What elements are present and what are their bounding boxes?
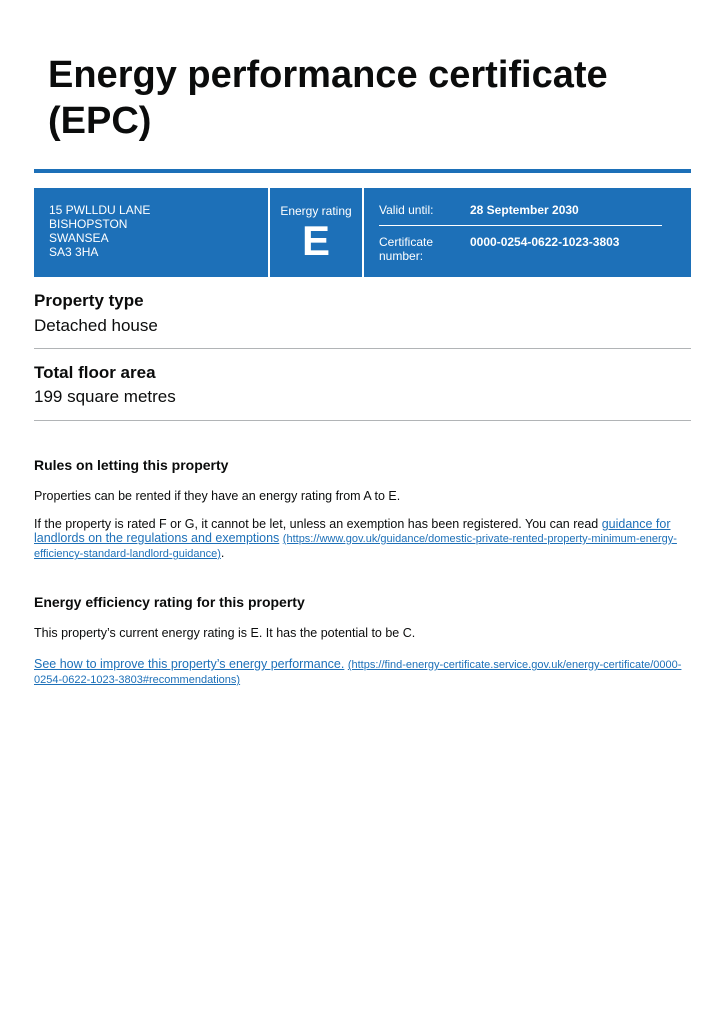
address-panel — [34, 188, 268, 277]
letting-rules-text: If the property is rated F or G, it cannot be let, unless an exemption has been registered. You can read — [34, 517, 602, 531]
efficiency-rating-paragraph: This property’s current energy rating is E. It has the potential to be C. — [34, 626, 416, 640]
valid-until-value: 28 September 2030 — [470, 203, 579, 217]
letting-rules-paragraph-1: Properties can be rented if they have an energy rating from A to E. — [34, 489, 401, 503]
efficiency-rating-heading: Energy efficiency rating for this property — [34, 594, 305, 610]
letting-rules-paragraph-2 — [34, 517, 694, 561]
section-divider — [34, 420, 691, 421]
page-title: Energy performance certificate (EPC) — [48, 54, 608, 142]
floor-area-label: Total floor area — [34, 363, 156, 382]
title-divider — [34, 169, 691, 173]
property-type-value: Detached house — [34, 316, 158, 335]
property-type-label: Property type — [34, 291, 144, 310]
certificate-number-value: 0000-0254-0622-1023-3803 — [470, 235, 620, 249]
energy-rating-panel — [270, 188, 362, 277]
floor-area-value: 199 square metres — [34, 387, 176, 406]
improve-performance-link[interactable]: See how to improve this property’s energy performance. — [34, 657, 345, 671]
address-line-1: 15 PWLLDU LANE — [49, 203, 151, 217]
address-postcode: SA3 3HA — [49, 245, 99, 259]
energy-rating-letter: E — [301, 217, 330, 264]
valid-until-label: Valid until: — [379, 203, 434, 217]
certificate-number-label-2: number: — [379, 249, 424, 263]
improve-performance-paragraph — [34, 657, 694, 687]
summary-banner — [34, 188, 691, 277]
letting-rules-end: . — [220, 546, 225, 560]
address-line-3: SWANSEA — [49, 231, 109, 245]
letting-rules-heading: Rules on letting this property — [34, 457, 229, 473]
landlord-guidance-link[interactable]: guidance for landlords on the regulations and exemptions — [34, 517, 671, 545]
section-divider — [34, 348, 691, 349]
certificate-details-panel — [364, 188, 691, 277]
landlord-guidance-url[interactable]: (https://www.gov.uk/guidance/domestic-private-rented-property-minimum-energy-efficiency-standard-landlord-guidance) — [34, 533, 677, 560]
address-line-2: BISHOPSTON — [49, 217, 128, 231]
details-divider — [379, 225, 662, 226]
energy-rating-label: Energy rating — [280, 204, 352, 218]
improve-performance-url[interactable]: (https://find-energy-certificate.service.gov.uk/energy-certificate/0000-0254-0622-1023-3803#recommendations) — [34, 659, 682, 686]
certificate-number-label-1: Certificate — [379, 235, 434, 249]
